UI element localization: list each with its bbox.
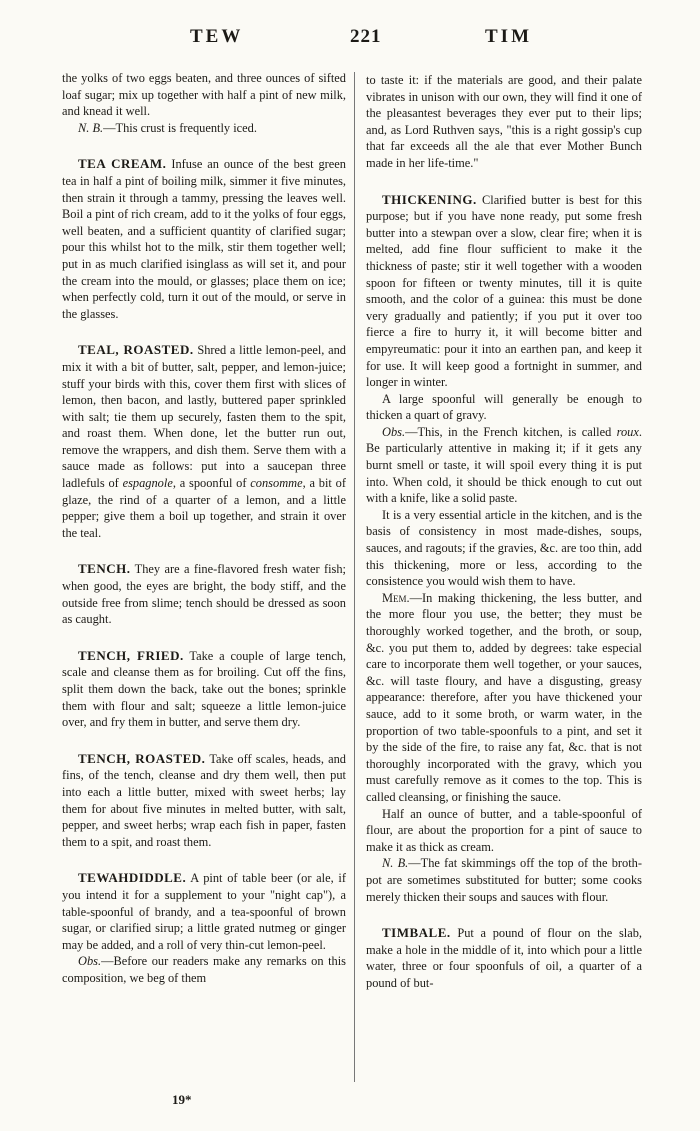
headword: TENCH. bbox=[78, 561, 131, 577]
headword: TENCH, FRIED. bbox=[78, 647, 184, 663]
headword: THICKENING. bbox=[382, 191, 477, 207]
headword: TEWAHDIDDLE. bbox=[78, 870, 187, 886]
entry-thickening: THICKENING. Clarified butter is best for this purpose; but if you have none ready, put some fresh butter into a stewpan over a slow, clear fire; when it is melted, add fine flour sufficient to make it the thickness of paste; stir it well together with a wooden spoon for fifteen or twenty minutes, till it is quite smooth, and the color of a guinea: this must be done very gradually and patiently; if you put it over too fierce a fire to hurry it, it will become bitter and empyreumatic: pour it into an earthen pan, and keep it for use. It will keep good a fortnight in summer, and longer in winter. bbox=[366, 191, 642, 390]
mem-note: Mem.—In making thickening, the less butter, and the more flour you use, the better; they must be thoroughly worked together, and the broth, or soup, &c. you put them to, added by degrees: take especial care to incorporate them well together, or your sauces, &c. will taste floury, and have a disgusting, greasy appearance: therefore, after you have thickened your sauce, add to it some broth, or warm water, in the proportion of two table-spoonfuls to a pint, and set it by the side of the fire, to raise any fat, &c. that is not thoroughly incorporated with the gravy, which you must carefully remove as it comes to the top. This is called cleansing, or finishing the sauce. bbox=[366, 590, 642, 804]
headword: TIMBALE. bbox=[382, 925, 451, 941]
headword: TENCH, ROASTED. bbox=[78, 750, 206, 766]
entry-tea-cream: TEA CREAM. Infuse an ounce of the best green tea in half a pint of boiling milk, simmer it five minutes, then strain it through a tammy, pressing the leaves well. Boil a pint of rich cream, add to it the yolks of four eggs, well beaten, and a sufficient quantity of clarified sugar; pour this whilst hot to the milk, stir them together well; put in as much clarified isinglass as will set it, and pour the cream into the mould, or glasses; place them on ice; when perfectly cold, turn it out of the mould, or serve in the glasses. bbox=[62, 156, 346, 321]
column-divider bbox=[354, 72, 355, 1082]
entry-tench-roasted: TENCH, ROASTED. Take off scales, heads, and fins, of the tench, cleanse and dry them well, then put into each a little butter, mixed with sweet herbs; lay them for about five minutes in melted butter, with salt, pepper, and sweet herbs; wrap each fish in paper, fasten them to a spit, and roast them. bbox=[62, 750, 346, 849]
entry-continuation: the yolks of two eggs beaten, and three ounces of sifted loaf sugar; mix up together with half a pint of new milk, and knead it well. bbox=[62, 71, 346, 119]
nb-note: N. B.—The fat skimmings off the top of the broth-pot are sometimes substituted for butter; some cooks merely thicken their soups and sauces with flour. bbox=[366, 856, 642, 904]
entry-tewahdiddle: TEWAHDIDDLE. A pint of table beer (or ale, if you intend it for a supplement to your "night cap"), a table-spoonful of brandy, and a tea-spoonful of brown sugar, or clarified sirup; a little grated nutmeg or ginger may be added, and a roll of very thin-cut lemon-peel. bbox=[62, 870, 346, 952]
entry-tench: TENCH. They are a fine-flavored fresh water fish; when good, the eyes are bright, the body stiff, and the outside free from slime; tench should be dressed as soon as caught. bbox=[62, 561, 346, 627]
running-header bbox=[60, 26, 640, 56]
right-column bbox=[366, 72, 642, 991]
entry-continuation: to taste it: if the materials are good, and their palate vibrates in unison with our own, they will find it one of the pleasantest beverages they ever put to their lips; and, as Lord Ruthven says, "this is a right gossip's cup that far exceeds all the ale that ever Mother Bunch made in her life-time." bbox=[366, 73, 642, 170]
entry-timbale: TIMBALE. Put a pound of flour on the slab, make a hole in the middle of it, into which pour a little water, three or four spoonfuls of oil, a quarter of a pound of but- bbox=[366, 925, 642, 990]
entry-teal-roasted: TEAL, ROASTED. Shred a little lemon-peel, and mix it with a bit of butter, salt, pepper, and lemon-juice; stuff your birds with this, cover them first with slices of lemon, then bacon, and lastly, buttered paper sprinkled with salt; tie them up securely, fasten them to the spit, and roast them. When done, let the butter run out, remove the wrappers, and dish them. Serve them with a sauce made as follows: put into a saucepan three ladlefuls of espagnole, a spoonful of consomme, a bit of glaze, the rind of a quarter of a lemon, and a little pepper; give them a boil up together, and strain it over the teal. bbox=[62, 342, 346, 540]
proportion-paragraph: Half an ounce of butter, and a table-spoonful of flour, are about the proportion for a pint of sauce to make it as thick as cream. bbox=[366, 806, 642, 854]
essential-article-paragraph: It is a very essential article in the kitchen, and is the basis of consistency in most made-dishes, soups, sauces, and ragouts; if the gravies, &c. are too thin, add this thickening, more or less, according to the consistence you would wish them to have. bbox=[366, 507, 642, 589]
left-column bbox=[62, 70, 346, 987]
printer-signature-mark: 19* bbox=[172, 1092, 192, 1107]
obs-note: Obs.—Before our readers make any remarks on this composition, we beg of them bbox=[62, 954, 346, 985]
page-number: 221 bbox=[350, 26, 382, 47]
headword: TEA CREAM. bbox=[78, 156, 167, 172]
headword: TEAL, ROASTED. bbox=[78, 342, 194, 358]
header-guide-word-left: TEW bbox=[190, 26, 244, 47]
header-guide-word-right: TIM bbox=[485, 26, 532, 47]
entry-tench-fried: TENCH, FRIED. Take a couple of large tench, scale and cleanse them as for broiling. Cut off the fins, split them down the back, take out the bones; sprinkle them with flour and salt; squeeze a little lemon-juice over, and fry them in butter, and serve them dry. bbox=[62, 647, 346, 730]
nb-note: N. B.—This crust is frequently iced. bbox=[78, 120, 257, 135]
thickening-quantity-paragraph: A large spoonful will generally be enough to thicken a quart of gravy. bbox=[366, 391, 642, 423]
obs-note: Obs.—This, in the French kitchen, is called roux. Be particularly attentive in making it; if it gets any burnt smell or taste, it will spoil every thing it is put into. When cold, it should be thick enough to cut out with a knife, like a solid paste. bbox=[366, 424, 642, 506]
